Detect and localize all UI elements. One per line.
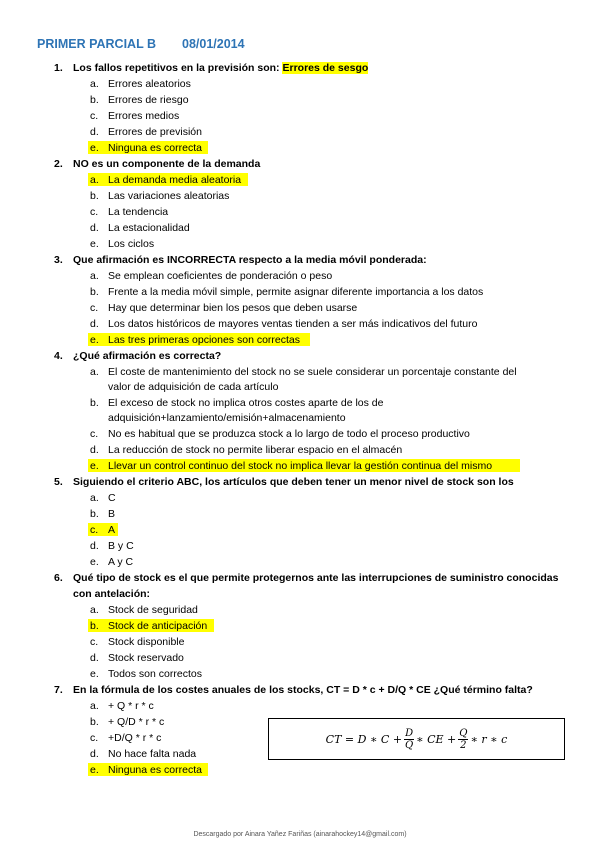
question-number: 2.	[54, 158, 63, 170]
question-text: Que afirmación es INCORRECTA respecto a la media móvil ponderada:	[73, 254, 427, 266]
question-number: 1.	[54, 62, 63, 74]
formula-lhs: CT = D ∗ C +	[325, 732, 403, 746]
question-number: 7.	[54, 684, 63, 696]
exam-date: 08/01/2014	[182, 37, 245, 51]
question-text: Siguiendo el criterio ABC, los artículos que deben tener un menor nivel de stock son los	[73, 476, 514, 488]
question-text: Qué tipo de stock es el que permite protegernos ante las interrupciones de suministro conocidas	[73, 572, 559, 584]
question-text: En la fórmula de los costes anuales de los stocks, CT = D * c + D/Q * CE ¿Qué término falta?	[73, 684, 533, 696]
fraction-q-over-2: $\frac{Q}{2}$	[459, 727, 468, 751]
question-number: 4.	[54, 350, 63, 362]
formula-tail: ∗ r ∗ c	[470, 732, 508, 746]
question-text: ¿Qué afirmación es correcta?	[73, 350, 222, 362]
question-number: 5.	[54, 476, 63, 488]
question-number: 3.	[54, 254, 63, 266]
formula-mid: ∗ CE +	[416, 732, 457, 746]
download-footer: Descargado por Ainara Yañez Fariñas (ainarahockey14@gmail.com)	[193, 831, 407, 838]
question-text: NO es un componente de la demanda	[73, 158, 261, 170]
fraction-d-over-q: $\frac{D}{Q}$	[404, 727, 414, 751]
formula-box	[268, 718, 565, 760]
exam-title: PRIMER PARCIAL B	[37, 37, 156, 51]
inline-answer: Errores de sesgo	[282, 62, 369, 74]
page-title	[37, 37, 245, 51]
question-number: 6.	[54, 572, 63, 584]
question-text: Los fallos repetitivos en la previsión son: Errores de sesgo	[73, 62, 369, 74]
